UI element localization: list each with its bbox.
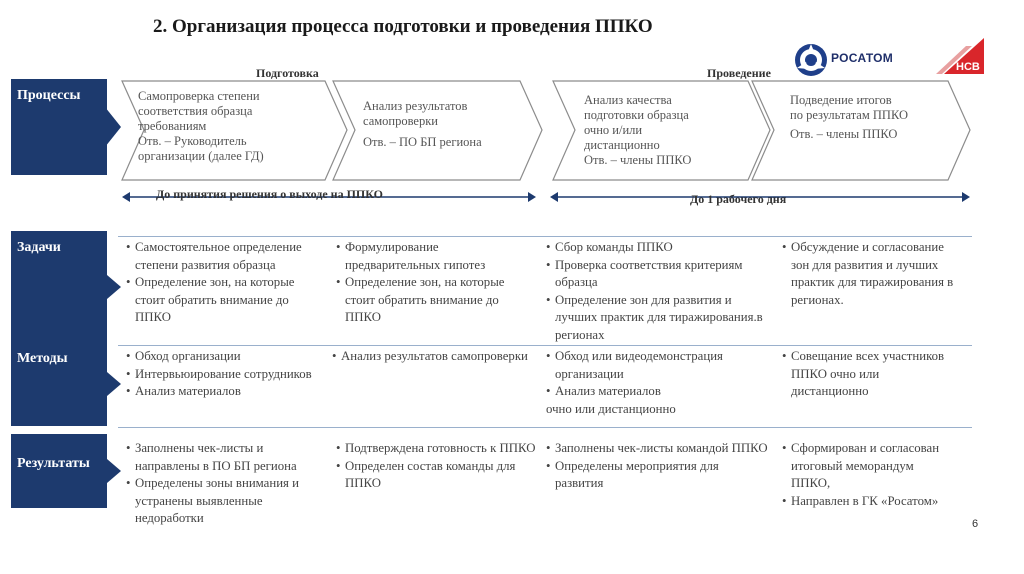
list-item: • Определение зон, на которые стоит обратить внимание до ППКО [126, 274, 326, 327]
list-item: • Анализ материалов [546, 383, 768, 401]
timeline-left-label: До принятия решения о выходе на ППКО [156, 187, 384, 201]
methods-col-3 [546, 348, 768, 418]
step-4-line-1: Подведение итогов [790, 93, 892, 107]
list-item: • Самостоятельное определение степени развития образца [126, 239, 326, 274]
tasks-col-4 [782, 239, 954, 309]
step-1-line-2: соответствия образца [138, 104, 253, 118]
page-title: 2. Организация процесса подготовки и проведения ППКО [153, 16, 653, 37]
results-col-1 [126, 440, 330, 528]
row-label-processes-text: Процессы [17, 88, 81, 103]
row-label-results-text: Результаты [17, 456, 90, 471]
stage-execution: Проведение [707, 66, 771, 80]
list-item: • Проверка соответствия критериям образца [546, 257, 768, 292]
list-item: • Интервьюирование сотрудников [126, 366, 326, 384]
step-1-line-1: Самопроверка степени [138, 89, 260, 103]
list-item: • Обсуждение и согласование зон для развития и лучших практик для тиражирования в регионах. [782, 239, 954, 309]
step-1-line-3: требованиям [138, 119, 207, 133]
methods-col-4 [782, 348, 954, 401]
list-item: очно или дистанционно [546, 401, 676, 416]
step-3-responsible-1: Отв. – члены ППКО [584, 153, 692, 167]
step-2-line-1: Анализ результатов [363, 99, 468, 113]
methods-col-2 [332, 348, 532, 366]
rosatom-logo-text: РОСАТОМ [831, 51, 894, 65]
list-item: • Определение зон, на которые стоит обратить внимание до ППКО [336, 274, 536, 327]
list-item: • Обход или видеодемонстрация организации [546, 348, 768, 383]
step-3-line-3: очно и/или [584, 123, 643, 137]
step-2-line-2: самопроверки [363, 114, 438, 128]
step-1-responsible-1: Отв. – Руководитель [138, 134, 247, 148]
step-3-line-4: дистанционно [584, 138, 660, 152]
timeline-right-label: До 1 рабочего дня [690, 192, 787, 206]
tasks-col-3 [546, 239, 768, 344]
list-item: • Направлен в ГК «Росатом» [782, 493, 954, 511]
divider-results-top [118, 427, 972, 428]
process-step-3 [584, 93, 691, 168]
list-item: • Заполнены чек-листы командой ППКО [546, 440, 768, 458]
list-item: • Определен состав команды для ППКО [336, 458, 536, 493]
timeline-left-arrow-end [528, 192, 536, 202]
timeline-right-arrow-start [550, 192, 558, 202]
row-label-methods-text: Методы [17, 351, 68, 366]
list-item: • Сформирован и согласован итоговый меморандум ППКО, [782, 440, 954, 493]
divider-methods-top [118, 345, 972, 346]
divider-tasks-top [118, 236, 972, 237]
tasks-col-2 [336, 239, 536, 327]
list-item: • Определение зон для развития и лучших практик для тиражирования.в регионах [546, 292, 768, 345]
results-col-2 [336, 440, 536, 493]
list-item: • Заполнены чек-листы и направлены в ПО БП региона [126, 440, 330, 475]
step-4-line-2: по результатам ППКО [790, 108, 908, 122]
list-item: • Обход организации [126, 348, 326, 366]
step-3-line-2: подготовки образца [584, 108, 689, 122]
nsv-logo-text: НСВ [956, 61, 980, 73]
tasks-col-1 [126, 239, 326, 327]
step-1-responsible-2: организации (далее ГД) [138, 149, 264, 163]
list-item: • Подтверждена готовность к ППКО [336, 440, 536, 458]
process-step-2 [363, 99, 482, 150]
list-item: • Анализ результатов самопроверки [332, 348, 532, 366]
process-step-1 [138, 89, 264, 164]
process-step-4 [790, 93, 908, 142]
timeline-left-arrow-start [122, 192, 130, 202]
step-4-responsible-1: Отв. – члены ППКО [790, 127, 898, 141]
list-item: • Определены мероприятия для развития [546, 458, 768, 493]
step-3-line-1: Анализ качества [584, 93, 672, 107]
list-item: • Формулирование предварительных гипотез [336, 239, 536, 274]
list-item: • Совещание всех участников ППКО очно или дистанционно [782, 348, 954, 401]
list-item: • Определены зоны внимания и устранены выявленные недоработки [126, 475, 330, 528]
stage-preparation: Подготовка [256, 66, 319, 80]
step-2-responsible-1: Отв. – ПО БП региона [363, 135, 482, 149]
page-number: 6 [972, 518, 979, 530]
results-col-4 [782, 440, 954, 510]
row-label-tasks-text: Задачи [17, 240, 61, 255]
timeline-right-arrow-end [962, 192, 970, 202]
results-col-3 [546, 440, 768, 493]
list-item: • Сбор команды ППКО [546, 239, 768, 257]
methods-col-1 [126, 348, 326, 401]
list-item: • Анализ материалов [126, 383, 326, 401]
